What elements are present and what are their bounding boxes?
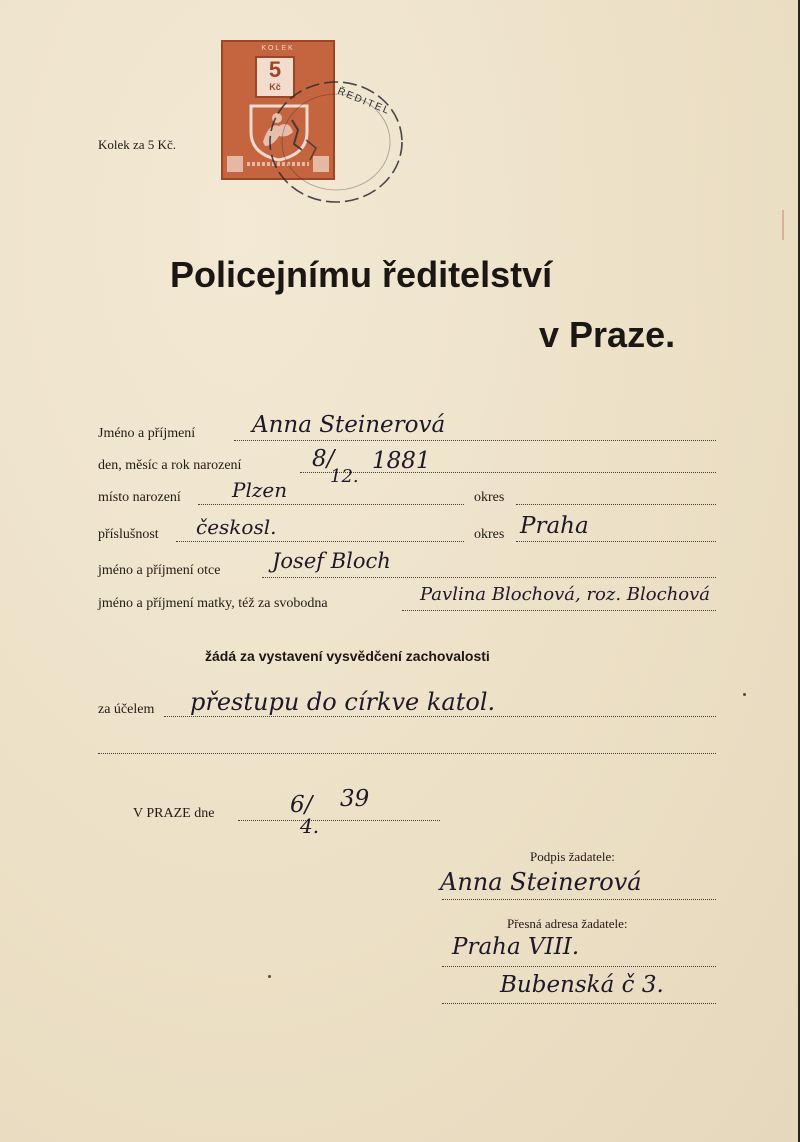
purpose-line-2 (98, 753, 716, 754)
name-label: Jméno a příjmení (98, 426, 196, 441)
address-line-2: Bubenská č 3. (500, 972, 664, 998)
name-value: Anna Steinerová (252, 412, 446, 438)
birthdate-label: den, měsíc a rok narození (98, 458, 242, 473)
address-label: Přesná adresa žadatele: (507, 916, 628, 931)
stamp-header: KOLEK (261, 45, 295, 52)
paper-speck (268, 975, 271, 978)
signature-value: Anna Steinerová (440, 868, 642, 896)
purpose-line (164, 716, 716, 717)
district-line-1 (516, 504, 716, 505)
date-day: 6/ (290, 792, 313, 818)
father-line (262, 577, 716, 578)
request-heading: žádá za vystavení vysvědčení zachovalosti (205, 648, 490, 664)
address-dots-1 (442, 966, 716, 967)
father-label: jméno a příjmení otce (98, 563, 221, 578)
purpose-label: za účelem (98, 702, 155, 717)
paper-speck (743, 693, 746, 696)
birthdate-month: 12. (330, 466, 359, 487)
heading-line-1: Policejnímu ředitelství (170, 254, 553, 295)
district-line-2 (516, 541, 716, 542)
date-line (238, 820, 440, 821)
district-label-2: okres (474, 527, 505, 542)
stamp-currency: Kč (269, 82, 281, 92)
birthplace-line (198, 504, 464, 505)
date-year: 39 (340, 786, 370, 812)
address-dots-2 (442, 1003, 716, 1004)
district-value-2: Praha (520, 513, 589, 539)
signature-line (442, 899, 716, 900)
mother-value: Pavlina Blochová, roz. Blochová (420, 584, 711, 605)
birthplace-label: místo narození (98, 490, 181, 505)
paper-mark (782, 210, 784, 240)
date-month: 4. (300, 814, 320, 838)
mother-line (402, 610, 716, 611)
purpose-value: přestupu do církve katol. (190, 688, 496, 716)
district-label-1: okres (474, 490, 505, 505)
citizenship-value: českosl. (196, 515, 277, 539)
birthdate-line (300, 472, 716, 473)
stamp-value: 5 (268, 57, 282, 82)
mother-label: jméno a příjmení matky, též za svobodna (98, 596, 328, 611)
birthplace-value: Plzen (232, 478, 288, 502)
father-value: Josef Bloch (272, 549, 391, 573)
place-date-label: V PRAZE dne (133, 806, 215, 821)
heading-line-2: v Praze. (539, 314, 676, 355)
citizenship-label: příslušnost (98, 527, 159, 542)
name-line (234, 440, 716, 441)
signature-label: Podpis žadatele: (530, 849, 615, 864)
citizenship-line (176, 541, 464, 542)
address-line-1: Praha VIII. (452, 934, 580, 960)
birthdate-year: 1881 (372, 448, 431, 474)
stamp-note: Kolek za 5 Kč. (98, 137, 176, 152)
postmark-text: ŘEDITEL (335, 86, 393, 118)
cancellation-postmark-icon (262, 80, 408, 210)
birthdate-day: 8/ (312, 446, 335, 472)
